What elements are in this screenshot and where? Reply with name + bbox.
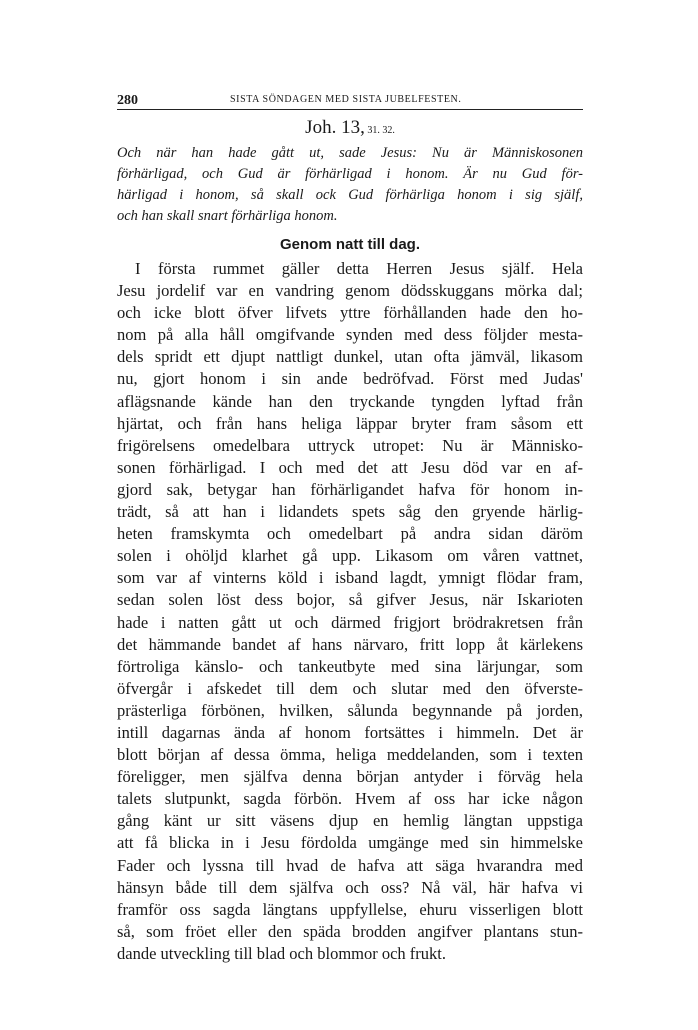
body-line: och icke blott öfver lifvets yttre förhållanden hade den ho- [117,303,583,323]
body-line: hjärtat, och från hans heliga läppar bryter fram såsom ett [117,413,583,433]
body-text [117,258,583,965]
body-line: gång känt ur sitt väsens djup en hemlig längtan uppstiga [117,811,583,831]
body-line: intill dagarnas ända af honom fortsättes i himmeln. Det är [117,722,583,742]
body-line: talets slutpunkt, sagda förbön. Hvem af oss har icke någon [117,789,583,809]
body-line: nu, gjort honom i sin ande bedröfvad. Först med Judas' [117,369,583,389]
body-line: förtroliga känslo- och tankeutbyte med sina lärjungar, som [117,656,583,676]
body-line: solen i ohöljd klarhet gå upp. Likasom om våren vattnet, [117,546,583,566]
body-line: så, som fröet eller den späda brodden angifver plantans stun- [117,921,583,941]
epigraph-line: och han skall snart förhärliga honom. [117,208,338,224]
epigraph-line: Och när han hade gått ut, sade Jesus: Nu är Människosonen [117,145,583,161]
epigraph [117,143,583,227]
body-line: hänsyn både till dem själfva och oss? Nå väl, här hafva vi [117,877,583,897]
body-line: sedan solen löst dess bojor, så gifver Jesus, när Iskarioten [117,590,583,610]
body-line: öfvergår i afskedet till dem och slutar med den öfverste- [117,678,583,698]
scripture-reference [117,117,583,142]
section-heading: Genom natt till dag. [279,236,420,253]
epigraph-line: härligad i honom, så skall ock Gud förhärliga honom i sig själf, [117,187,583,203]
body-line: frigörelsens omedelbara uttryck utropet: Nu är Människo- [117,435,583,455]
body-line: dande utveckling till blad och blommor och frukt. [117,943,447,963]
body-line: sonen förhärligad. I och med det att Jesu död var en af- [117,457,583,477]
body-line: Jesu jordelif var en vandring genom dödsskuggans mörka dal; [117,281,583,301]
body-line: trädt, så att han i lidandets spets såg den gryende härlig- [117,502,583,522]
body-line: föreligger, men själfva denna början antyder i förväg hela [117,767,583,787]
body-line: framför oss sagda längtans uppfyllelse, ehuru visserligen blott [117,899,583,919]
body-line: Fader och lyssna till hvad de hafva att säga hvarandra med [117,855,583,875]
body-line: som var af vinterns köld i isband lagdt, ymnigt flödar fram, [117,568,583,588]
body-line: gjord sak, betygar han förhärligandet hafva för honom in- [117,479,583,499]
epigraph-line: förhärligad, och Gud är förhärligad i honom. Är nu Gud för- [117,166,583,182]
body-line: aflägsnande kände han den tryckande tyngden lyftad från [117,391,583,411]
reference-book: Joh. 13, [305,117,365,138]
reference-verses: 31. 32. [364,125,395,136]
body-line: nom på alla håll omgifvande synden med dess följder mesta- [117,325,583,345]
body-line: det hämmande bandet af hans närvaro, fritt lopp åt kärlekens [117,634,583,654]
page-number: 280 [117,93,138,108]
body-line: blott början af dessa ömma, heliga meddelanden, som i texten [117,745,583,765]
running-head [117,93,583,110]
body-line: I första rummet gäller detta Herren Jesus själf. Hela [135,259,583,278]
body-line: heten framskymta och omedelbart på andra sidan däröm [117,524,583,544]
body-line: prästerliga förbönen, hvilken, sålunda begynnande på jorden, [117,700,583,720]
body-line: dels spridt ett djupt nattligt dunkel, utan ofta jämväl, likasom [117,347,583,367]
body-line: hade i natten gått ut och därmed frigjort brödrakretsen från [117,612,583,632]
body-line: att få blicka in i Jesu fördolda umgänge med sin himmelske [117,833,583,853]
running-title: SISTA SÖNDAGEN MED SISTA JUBELFESTEN. [230,94,462,105]
